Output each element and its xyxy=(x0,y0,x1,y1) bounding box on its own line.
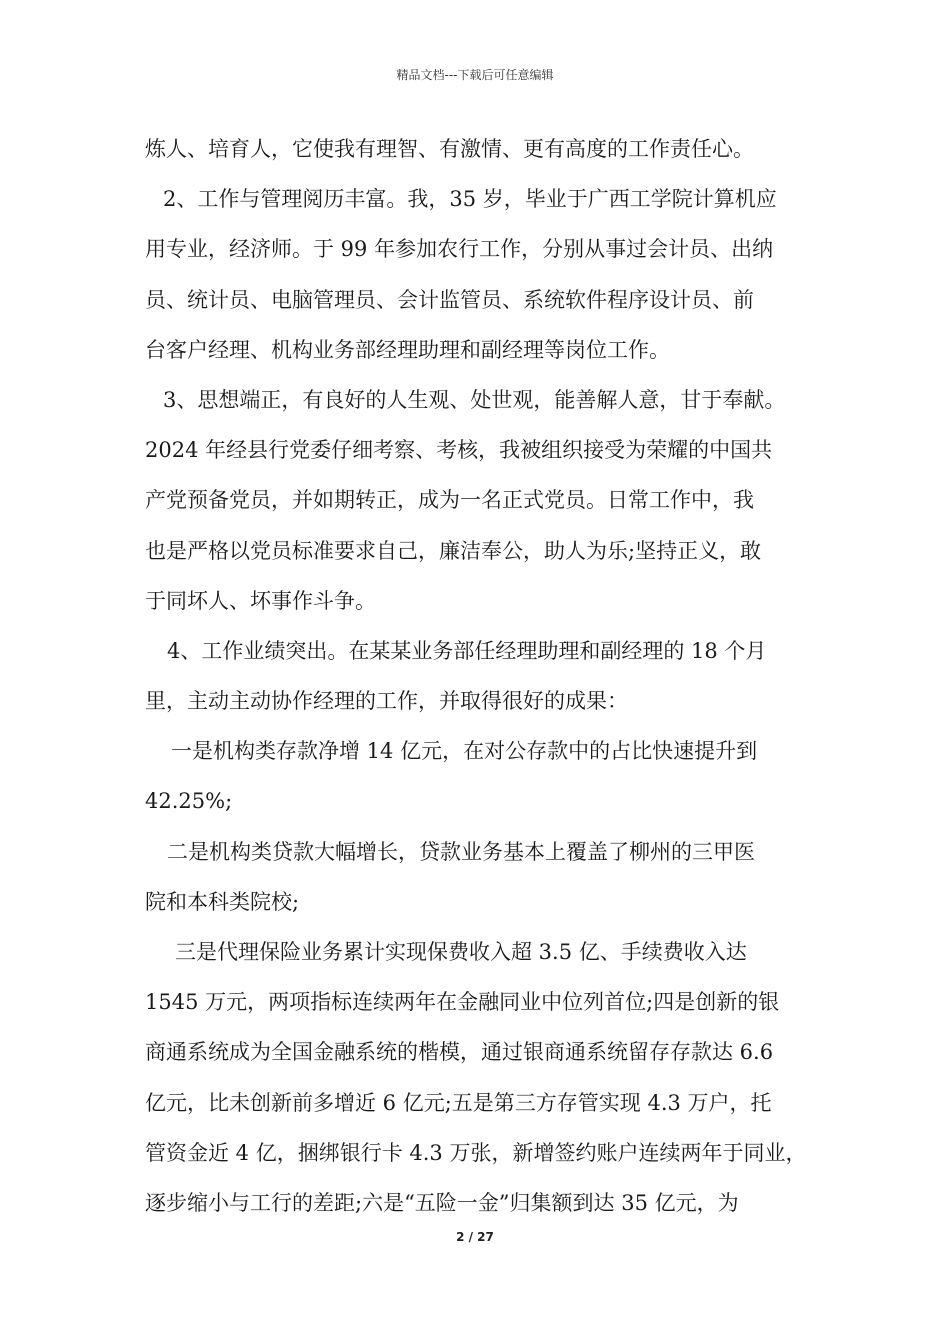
text-line: 1545 万元，两项指标连续两年在金融同业中位列首位;四是创新的银 xyxy=(145,990,780,1015)
text-line: 院和本科类院校; xyxy=(145,889,300,914)
text-line: 3、思想端正，有良好的人生观、处世观，能善解人意，甘于奉献。 xyxy=(163,387,786,412)
text-line: 逐步缩小与工行的差距;六是“五险一金”归集额到达 35 亿元，为 xyxy=(145,1190,739,1215)
text-line: 亿元，比未创新前多增近 6 亿元;五是第三方存管实现 4.3 万户，托 xyxy=(145,1090,772,1115)
text-line: 产党预备党员，并如期转正，成为一名正式党员。日常工作中，我 xyxy=(145,488,754,513)
text-line: 炼人、培育人，它使我有理智、有激情、更有高度的工作责任心。 xyxy=(145,137,754,161)
text-line: 一是机构类存款净增 14 亿元，在对公存款中的占比快速提升到 xyxy=(171,739,758,764)
text-line: 2024 年经县行党委仔细考察、考核，我被组织接受为荣耀的中国共 xyxy=(145,438,773,463)
text-line: 里，主动主动协作经理的工作，并取得很好的成果： xyxy=(145,689,628,714)
page-number: 2 / 27 xyxy=(456,1230,494,1244)
text-line: 管资金近 4 亿，捆绑银行卡 4.3 万张，新增签约账户连续两年于同业， xyxy=(145,1140,807,1165)
text-line: 用专业，经济师。于 99 年参加农行工作，分别从事过会计员、出纳 xyxy=(145,237,774,262)
text-line: 商通系统成为全国金融系统的楷模，通过银商通系统留存存款达 6.6 xyxy=(145,1040,774,1065)
text-line: 4、工作业绩突出。在某某业务部任经理助理和副经理的 18 个月 xyxy=(167,638,767,663)
text-line: 二是机构类贷款大幅增长，贷款业务基本上覆盖了柳州的三甲医 xyxy=(167,839,755,864)
text-line: 2、工作与管理阅历丰富。我，35 岁，毕业于广西工学院计算机应 xyxy=(163,187,777,212)
text-line: 42.25%; xyxy=(145,789,233,814)
body-text xyxy=(145,124,810,1228)
text-line: 台客户经理、机构业务部经理助理和副经理等岗位工作。 xyxy=(145,337,670,362)
text-line: 也是严格以党员标准要求自己，廉洁奉公，助人为乐;坚持正义，敢 xyxy=(145,538,762,563)
text-line: 员、统计员、电脑管理员、会计监管员、系统软件程序设计员、前 xyxy=(145,287,754,312)
text-line: 三是代理保险业务累计实现保费收入超 3.5 亿、手续费收入达 xyxy=(175,940,747,964)
page-header: 精品文档---下载后可任意编辑 xyxy=(396,68,554,82)
text-line: 于同坏人、坏事作斗争。 xyxy=(145,588,376,613)
